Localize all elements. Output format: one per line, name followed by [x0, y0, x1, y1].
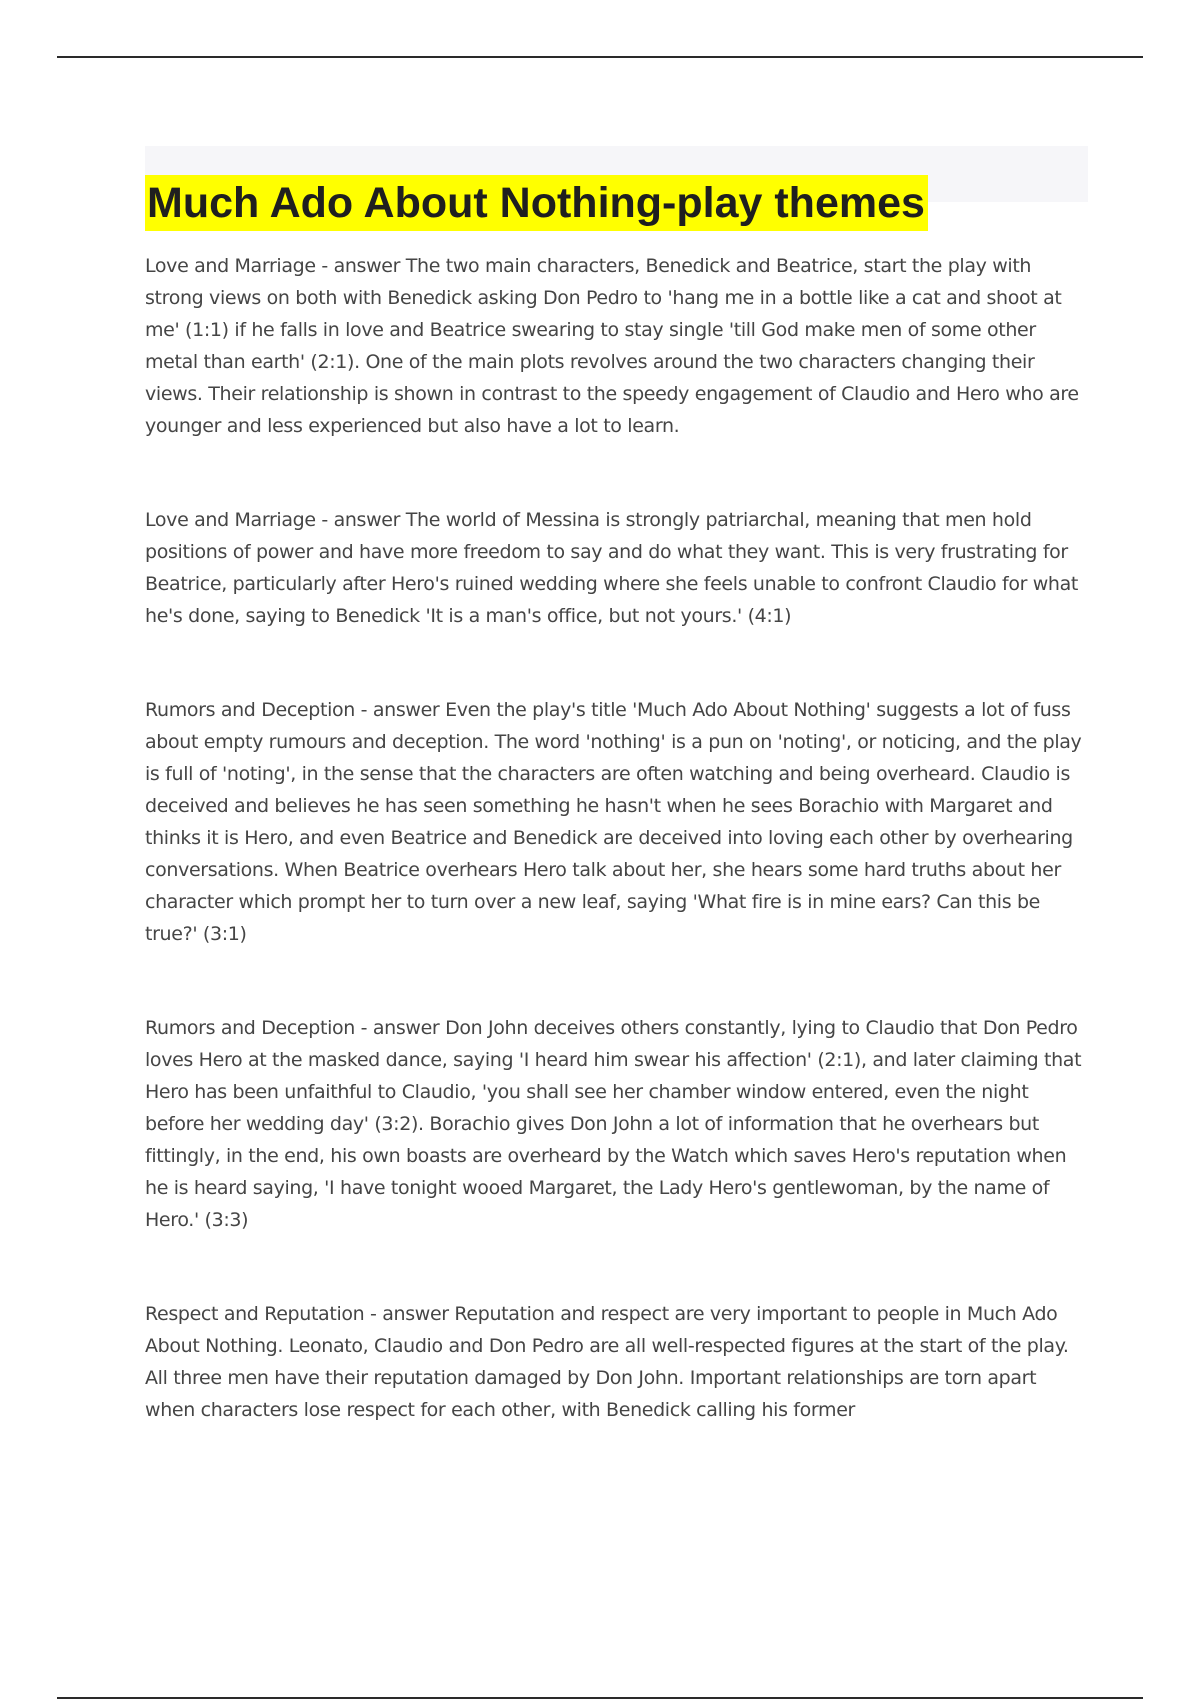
top-divider [57, 56, 1143, 58]
title-block [145, 146, 1088, 227]
document-body [145, 250, 1090, 1488]
paragraph-rumors-deception-1: Rumors and Deception - answer Even the play's title 'Much Ado About Nothing' suggests a lot of fuss about empty rumours and deception. The word 'nothing' is a pun on 'noting', or noticing, and the play is full of 'noting', in the sense that the characters are often watching and being overheard. Claudio is deceived and believes he has seen something he hasn't when he sees Borachio with Margaret and thinks it is Hero, and even Beatrice and Benedick are deceived into loving each other by overhearing conversations. When Beatrice overhears Hero talk about her, she hears some hard truths about her character which prompt her to turn over a new leaf, saying 'What fire is in mine ears? Can this be true?' (3:1) [145, 699, 1082, 945]
page-title: Much Ado About Nothing-play themes [145, 175, 928, 231]
paragraph-love-marriage-1: Love and Marriage - answer The two main characters, Benedick and Beatrice, start the play with strong views on both with Benedick asking Don Pedro to 'hang me in a bottle like a cat and shoot at me' (1:1) if he falls in love and Beatrice swearing to stay single 'till God make men of some other metal than earth' (2:1). One of the main plots revolves around the two characters changing their views. Their relationship is shown in contrast to the speedy engagement of Claudio and Hero who are younger and less experienced but also have a lot to learn. [145, 255, 1079, 437]
bottom-divider [57, 1697, 1143, 1699]
paragraph-love-marriage-2: Love and Marriage - answer The world of Messina is strongly patriarchal, meaning that men hold positions of power and have more freedom to say and do what they want. This is very frustrating for Beatrice, particularly after Hero's ruined wedding where she feels unable to confront Claudio for what he's done, saying to Benedick 'It is a man's office, but not yours.' (4:1) [145, 509, 1079, 627]
paragraph-rumors-deception-2: Rumors and Deception - answer Don John deceives others constantly, lying to Claudio that Don Pedro loves Hero at the masked dance, saying 'I heard him swear his affection' (2:1), and later claiming that Hero has been unfaithful to Claudio, 'you shall see her chamber window entered, even the night before her wedding day' (3:2). Borachio gives Don John a lot of information that he overhears but fittingly, in the end, his own boasts are overheard by the Watch which saves Hero's reputation when he is heard saying, 'I have tonight wooed Margaret, the Lady Hero's gentlewoman, by the name of Hero.' (3:3) [145, 1017, 1082, 1231]
paragraph-respect-reputation: Respect and Reputation - answer Reputation and respect are very important to people in Much Ado About Nothing. Leonato, Claudio and Don Pedro are all well-respected figures at the start of the play. All three men have their reputation damaged by Don John. Important relationships are torn apart when characters lose respect for each other, with Benedick calling his former [145, 1303, 1069, 1421]
